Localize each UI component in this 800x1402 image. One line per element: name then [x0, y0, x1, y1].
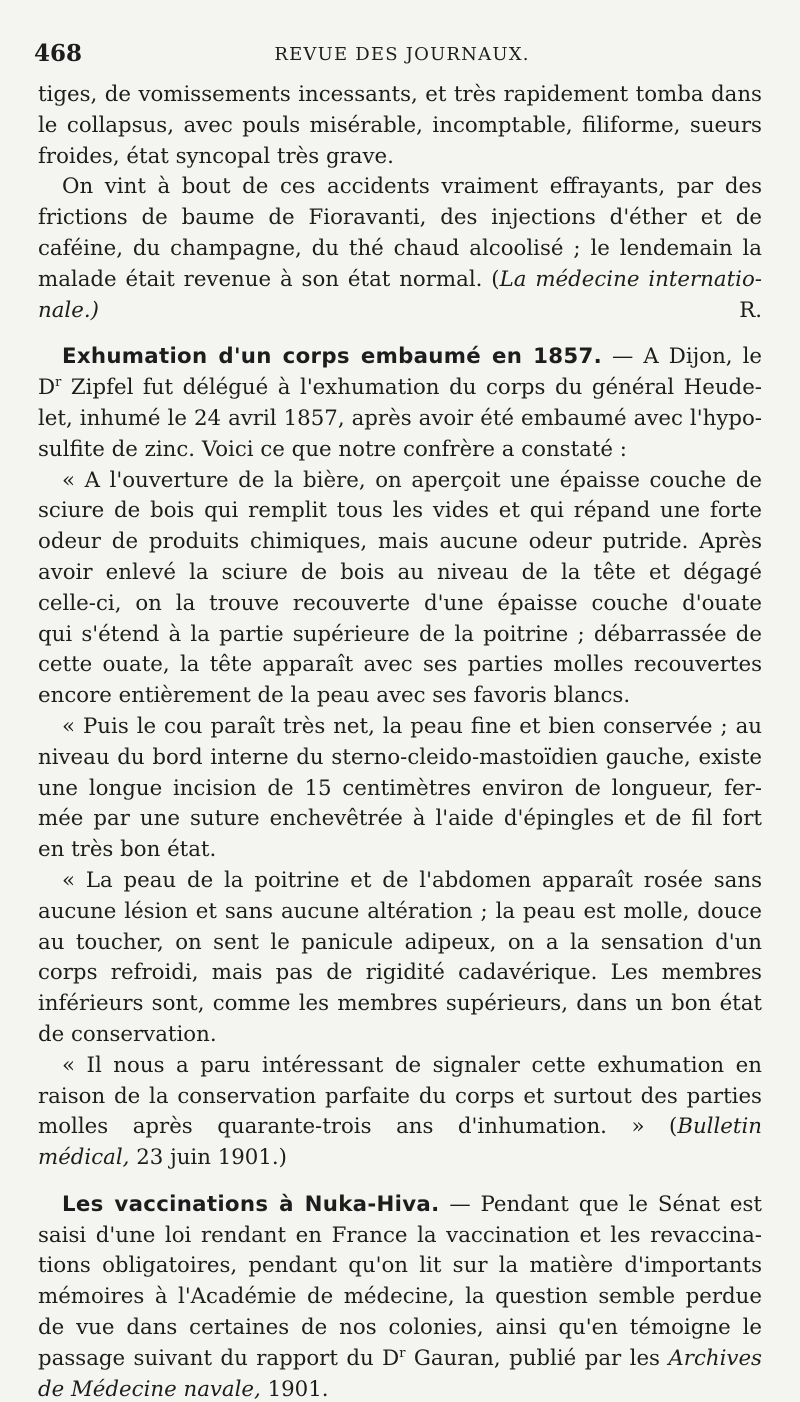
- text-line: aucune lésion et sans aucune altération ; la peau est molle, douce: [38, 898, 762, 924]
- text-line: [38, 265, 762, 296]
- source-citation: La médecine internatio-: [499, 266, 762, 292]
- text-line: « A l'ouverture de la bière, on aperçoit une épaisse couche de: [62, 467, 762, 493]
- text-line: let, inhumé le 24 avril 1857, après avoir été embaumé avec l'hypo-: [38, 405, 762, 431]
- superscript: r: [55, 375, 62, 391]
- source-citation: Archives: [668, 1345, 762, 1371]
- text-line: saisi d'une loi rendant en France la vaccination et les revaccina-: [38, 1222, 762, 1248]
- text-line: odeur de produits chimiques, mais aucune odeur putride. Après: [38, 529, 762, 555]
- text-line: mémoires à l'Académie de médecine, la question semble perdue: [38, 1284, 762, 1310]
- text-fragment: passage suivant du rapport du D: [38, 1345, 400, 1371]
- source-citation: médical,: [38, 1145, 130, 1171]
- journal-title: REVUE DES JOURNAUX.: [274, 44, 530, 65]
- text-line: [38, 342, 762, 373]
- article-vaccinations: [38, 1190, 762, 1402]
- text-line: [38, 1190, 762, 1221]
- text-line: [38, 1375, 762, 1402]
- text-line: de vue dans certaines de nos colonies, ainsi qu'en témoigne le: [38, 1315, 762, 1341]
- article-exhumation: [38, 342, 762, 1174]
- text-line: cette ouate, la tête apparaît avec ses parties molles recouvertes: [38, 652, 762, 678]
- text-line: encore entièrement de la peau avec ses favoris blancs.: [38, 683, 631, 709]
- article-body: [38, 80, 762, 1402]
- article-heading: Les vaccinations à Nuka-Hiva.: [62, 1191, 440, 1217]
- text-line: une longue incision de 15 centimètres environ de longueur, fer-: [38, 775, 762, 801]
- text-line: au toucher, on sent le panicule adipeux, on a la sensation d'un: [38, 929, 762, 955]
- text-fragment: 1901.: [260, 1376, 329, 1402]
- text-line: raison de la conservation parfaite du corps et surtout des parties: [38, 1083, 762, 1109]
- text-line: sciure de bois qui remplit tous les vides et qui répand une forte: [38, 498, 762, 524]
- text-line: tions obligatoires, pendant qu'on lit sur la matière d'importants: [38, 1253, 762, 1279]
- text-line: sulfite de zinc. Voici ce que notre confrère a constaté :: [38, 436, 627, 462]
- continued-paragraph: [38, 80, 762, 326]
- text-line: frictions de baume de Fioravanti, des injections d'éther et de: [38, 205, 762, 231]
- text-fragment: malade était revenue à son état normal. (: [38, 266, 500, 292]
- page-number: 468: [34, 40, 83, 67]
- source-citation: nale.): [38, 297, 99, 323]
- text-line: [38, 1344, 762, 1375]
- text-fragment: — A Dijon, le: [602, 344, 763, 370]
- text-line: niveau du bord interne du sterno-cleido-mastoïdien gauche, existe: [38, 744, 762, 770]
- text-line: [38, 373, 762, 404]
- text-line: qui s'étend à la partie supérieure de la poitrine ; débarrassée de: [38, 621, 762, 647]
- text-line: « La peau de la poitrine et de l'abdomen apparaît rosée sans: [62, 867, 762, 893]
- text-line: mée par une suture enchevêtrée à l'aide d'épingles et de fil fort: [38, 806, 762, 832]
- running-header: [34, 38, 770, 70]
- text-line: « Il nous a paru intéressant de signaler cette exhumation en: [62, 1052, 762, 1078]
- text-fragment: 23 juin 1901.): [129, 1145, 287, 1171]
- text-line: le collapsus, avec pouls misérable, incomptable, filiforme, sueurs: [38, 112, 762, 138]
- text-line: corps refroidi, mais pas de rigidité cadavérique. Les membres: [38, 960, 762, 986]
- article-heading: Exhumation d'un corps embaumé en 1857.: [62, 344, 602, 370]
- text-fragment: — Pendant que le Sénat est: [439, 1191, 762, 1217]
- text-fragment: molles après quarante-trois ans d'inhumation. » (: [38, 1114, 678, 1140]
- text-line: celle-ci, on la trouve recouverte d'une épaisse couche d'ouate: [38, 590, 762, 616]
- text-line: tiges, de vomissements incessants, et très rapidement tomba dans: [38, 82, 762, 107]
- author-signature: R.: [739, 297, 762, 323]
- text-line: avoir enlevé la sciure de bois au niveau de la tête et dégagé: [38, 559, 762, 585]
- text-line: « Puis le cou paraît très net, la peau fine et bien conservée ; au: [62, 713, 762, 739]
- text-line: [38, 296, 762, 327]
- text-line: caféine, du champagne, du thé chaud alcoolisé ; le lendemain la: [38, 235, 762, 261]
- text-line: On vint à bout de ces accidents vraiment effrayants, par des: [62, 174, 762, 200]
- source-citation: Bulletin: [677, 1114, 762, 1140]
- text-fragment: Zipfel fut délégué à l'exhumation du corps du général Heude-: [61, 375, 762, 401]
- text-line: en très bon état.: [38, 837, 217, 863]
- text-fragment: Gauran, publié par les: [405, 1345, 669, 1371]
- text-line: [38, 1112, 762, 1143]
- text-fragment: D: [38, 375, 56, 401]
- text-line: de conservation.: [38, 1021, 217, 1047]
- text-line: inférieurs sont, comme les membres supérieurs, dans un bon état: [38, 991, 762, 1017]
- superscript: r: [399, 1345, 406, 1361]
- text-line: froides, état syncopal très grave.: [38, 143, 394, 169]
- source-citation: de Médecine navale,: [38, 1376, 261, 1402]
- text-line: [38, 1143, 762, 1174]
